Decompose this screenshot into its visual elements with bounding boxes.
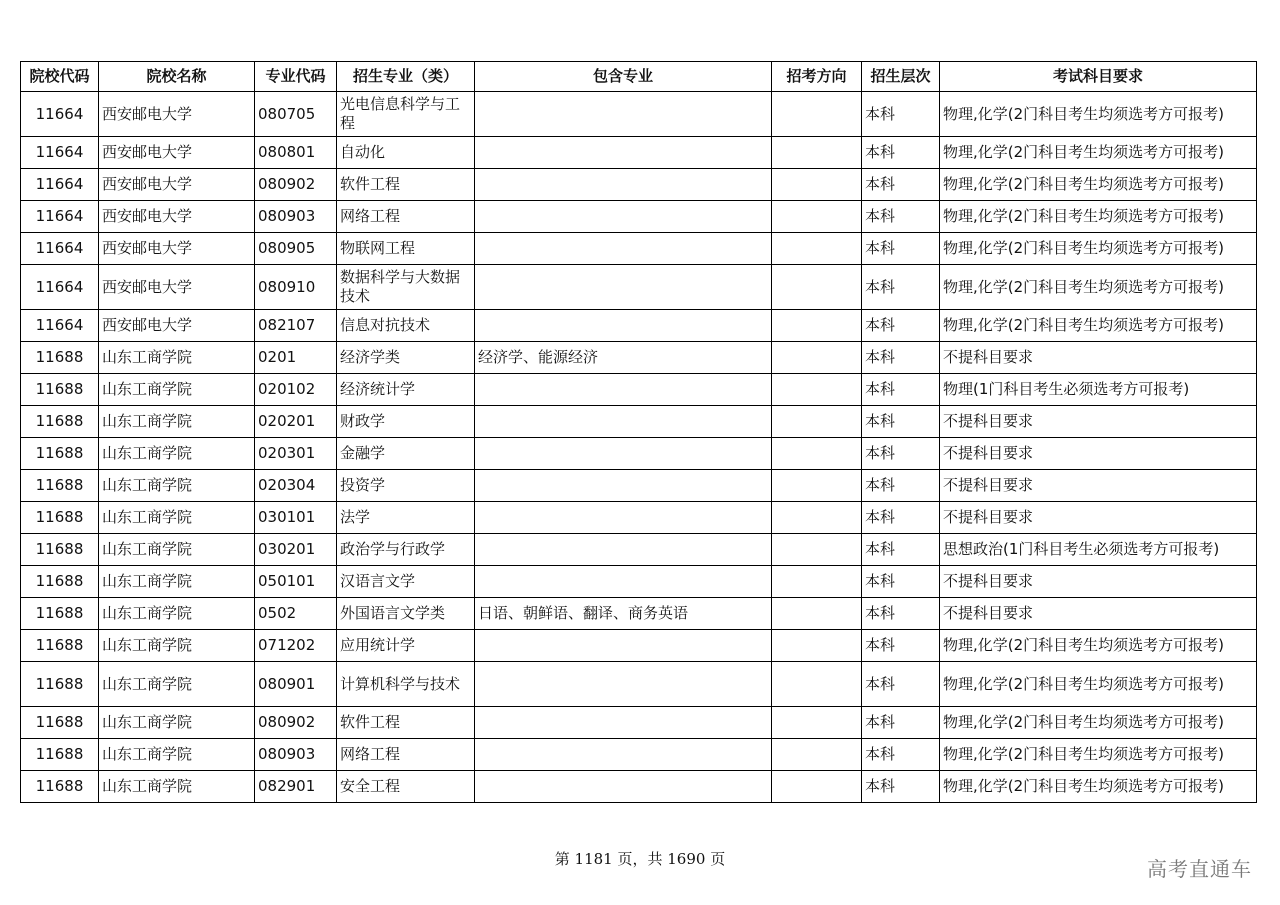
school-name-cell: 山东工商学院 — [99, 707, 255, 739]
school-code-cell: 11688 — [21, 374, 99, 406]
major-code-cell: 0502 — [255, 598, 337, 630]
subject-requirement-cell: 不提科目要求 — [940, 566, 1257, 598]
major-code-cell: 080902 — [255, 169, 337, 201]
major-cell: 软件工程 — [337, 169, 475, 201]
included-majors-cell — [475, 707, 772, 739]
major-cell: 法学 — [337, 502, 475, 534]
direction-cell — [772, 201, 862, 233]
major-cell: 应用统计学 — [337, 630, 475, 662]
major-cell: 信息对抗技术 — [337, 310, 475, 342]
school-name-cell: 西安邮电大学 — [99, 169, 255, 201]
subject-requirement-cell: 不提科目要求 — [940, 502, 1257, 534]
school-code-cell: 11688 — [21, 502, 99, 534]
table-row — [21, 342, 1257, 374]
school-name-cell: 山东工商学院 — [99, 598, 255, 630]
direction-cell — [772, 310, 862, 342]
subject-requirement-cell: 物理,化学(2门科目考生均须选考方可报考) — [940, 233, 1257, 265]
included-majors-cell — [475, 662, 772, 707]
school-name-cell: 山东工商学院 — [99, 534, 255, 566]
major-cell: 网络工程 — [337, 201, 475, 233]
included-majors-cell — [475, 502, 772, 534]
major-cell: 计算机科学与技术 — [337, 662, 475, 707]
school-code-cell: 11688 — [21, 771, 99, 803]
major-cell: 财政学 — [337, 406, 475, 438]
table-row — [21, 201, 1257, 233]
major-code-cell: 020304 — [255, 470, 337, 502]
major-code-cell: 080705 — [255, 92, 337, 137]
direction-cell — [772, 233, 862, 265]
subject-requirement-cell: 不提科目要求 — [940, 470, 1257, 502]
direction-cell — [772, 662, 862, 707]
subject-requirement-cell: 物理(1门科目考生必须选考方可报考) — [940, 374, 1257, 406]
major-code-cell: 030101 — [255, 502, 337, 534]
major-cell: 自动化 — [337, 137, 475, 169]
major-code-cell: 080905 — [255, 233, 337, 265]
school-code-cell: 11688 — [21, 438, 99, 470]
included-majors-cell — [475, 137, 772, 169]
school-code-cell: 11664 — [21, 137, 99, 169]
school-code-cell: 11664 — [21, 169, 99, 201]
direction-cell — [772, 707, 862, 739]
watermark-logo: 高考直通车 — [1147, 857, 1252, 881]
major-code-cell: 050101 — [255, 566, 337, 598]
direction-cell — [772, 342, 862, 374]
major-code-cell: 071202 — [255, 630, 337, 662]
level-cell: 本科 — [862, 739, 940, 771]
header-major: 招生专业（类） — [337, 62, 475, 92]
major-cell: 政治学与行政学 — [337, 534, 475, 566]
school-code-cell: 11688 — [21, 662, 99, 707]
header-subject-requirement: 考试科目要求 — [940, 62, 1257, 92]
direction-cell — [772, 137, 862, 169]
included-majors-cell — [475, 566, 772, 598]
subject-requirement-cell: 思想政治(1门科目考生必须选考方可报考) — [940, 534, 1257, 566]
major-cell: 网络工程 — [337, 739, 475, 771]
school-name-cell: 西安邮电大学 — [99, 310, 255, 342]
major-code-cell: 020102 — [255, 374, 337, 406]
school-code-cell: 11688 — [21, 566, 99, 598]
level-cell: 本科 — [862, 438, 940, 470]
major-cell: 物联网工程 — [337, 233, 475, 265]
major-code-cell: 080801 — [255, 137, 337, 169]
direction-cell — [772, 470, 862, 502]
school-name-cell: 山东工商学院 — [99, 470, 255, 502]
level-cell: 本科 — [862, 470, 940, 502]
school-name-cell: 山东工商学院 — [99, 374, 255, 406]
table-row — [21, 502, 1257, 534]
major-code-cell: 020301 — [255, 438, 337, 470]
included-majors-cell: 日语、朝鲜语、翻译、商务英语 — [475, 598, 772, 630]
subject-requirement-cell: 物理,化学(2门科目考生均须选考方可报考) — [940, 771, 1257, 803]
included-majors-cell — [475, 233, 772, 265]
level-cell: 本科 — [862, 310, 940, 342]
school-name-cell: 西安邮电大学 — [99, 137, 255, 169]
major-code-cell: 0201 — [255, 342, 337, 374]
table-body — [21, 92, 1257, 803]
school-code-cell: 11688 — [21, 534, 99, 566]
included-majors-cell — [475, 470, 772, 502]
subject-requirement-cell: 物理,化学(2门科目考生均须选考方可报考) — [940, 169, 1257, 201]
major-code-cell: 080902 — [255, 707, 337, 739]
school-name-cell: 山东工商学院 — [99, 566, 255, 598]
table-row — [21, 137, 1257, 169]
school-name-cell: 山东工商学院 — [99, 771, 255, 803]
school-name-cell: 山东工商学院 — [99, 662, 255, 707]
table-row — [21, 534, 1257, 566]
school-name-cell: 西安邮电大学 — [99, 92, 255, 137]
major-code-cell: 080903 — [255, 739, 337, 771]
table-row — [21, 374, 1257, 406]
direction-cell — [772, 502, 862, 534]
direction-cell — [772, 534, 862, 566]
included-majors-cell: 经济学、能源经济 — [475, 342, 772, 374]
table-row — [21, 598, 1257, 630]
table-row — [21, 92, 1257, 137]
table-row — [21, 662, 1257, 707]
subject-requirement-cell: 不提科目要求 — [940, 406, 1257, 438]
subject-requirement-cell: 物理,化学(2门科目考生均须选考方可报考) — [940, 707, 1257, 739]
level-cell: 本科 — [862, 502, 940, 534]
major-cell: 安全工程 — [337, 771, 475, 803]
table-row — [21, 707, 1257, 739]
level-cell: 本科 — [862, 534, 940, 566]
included-majors-cell — [475, 374, 772, 406]
direction-cell — [772, 771, 862, 803]
major-cell: 数据科学与大数据技术 — [337, 265, 475, 310]
level-cell: 本科 — [862, 342, 940, 374]
direction-cell — [772, 566, 862, 598]
school-code-cell: 11688 — [21, 630, 99, 662]
major-cell: 汉语言文学 — [337, 566, 475, 598]
school-code-cell: 11688 — [21, 739, 99, 771]
included-majors-cell — [475, 201, 772, 233]
school-name-cell: 西安邮电大学 — [99, 233, 255, 265]
direction-cell — [772, 169, 862, 201]
header-included-majors: 包含专业 — [475, 62, 772, 92]
included-majors-cell — [475, 169, 772, 201]
school-name-cell: 西安邮电大学 — [99, 265, 255, 310]
major-code-cell: 080910 — [255, 265, 337, 310]
table-row — [21, 771, 1257, 803]
included-majors-cell — [475, 771, 772, 803]
school-code-cell: 11688 — [21, 598, 99, 630]
school-code-cell: 11688 — [21, 707, 99, 739]
level-cell: 本科 — [862, 406, 940, 438]
major-cell: 经济统计学 — [337, 374, 475, 406]
level-cell: 本科 — [862, 92, 940, 137]
level-cell: 本科 — [862, 201, 940, 233]
direction-cell — [772, 265, 862, 310]
major-code-cell: 080901 — [255, 662, 337, 707]
level-cell: 本科 — [862, 169, 940, 201]
level-cell: 本科 — [862, 566, 940, 598]
direction-cell — [772, 630, 862, 662]
school-code-cell: 11664 — [21, 310, 99, 342]
school-code-cell: 11688 — [21, 342, 99, 374]
direction-cell — [772, 598, 862, 630]
school-name-cell: 山东工商学院 — [99, 630, 255, 662]
school-name-cell: 山东工商学院 — [99, 406, 255, 438]
major-cell: 金融学 — [337, 438, 475, 470]
major-code-cell: 030201 — [255, 534, 337, 566]
subject-requirement-cell: 物理,化学(2门科目考生均须选考方可报考) — [940, 92, 1257, 137]
level-cell: 本科 — [862, 662, 940, 707]
header-level: 招生层次 — [862, 62, 940, 92]
subject-requirement-cell: 物理,化学(2门科目考生均须选考方可报考) — [940, 137, 1257, 169]
table-row — [21, 233, 1257, 265]
included-majors-cell — [475, 406, 772, 438]
level-cell: 本科 — [862, 265, 940, 310]
table-row — [21, 470, 1257, 502]
school-name-cell: 山东工商学院 — [99, 502, 255, 534]
level-cell: 本科 — [862, 137, 940, 169]
included-majors-cell — [475, 739, 772, 771]
direction-cell — [772, 374, 862, 406]
school-code-cell: 11664 — [21, 265, 99, 310]
subject-requirement-cell: 物理,化学(2门科目考生均须选考方可报考) — [940, 630, 1257, 662]
table-row — [21, 566, 1257, 598]
admissions-table — [20, 61, 1257, 803]
subject-requirement-cell: 物理,化学(2门科目考生均须选考方可报考) — [940, 265, 1257, 310]
subject-requirement-cell: 不提科目要求 — [940, 342, 1257, 374]
table-row — [21, 630, 1257, 662]
subject-requirement-cell: 物理,化学(2门科目考生均须选考方可报考) — [940, 201, 1257, 233]
included-majors-cell — [475, 438, 772, 470]
table-row — [21, 265, 1257, 310]
school-code-cell: 11664 — [21, 233, 99, 265]
included-majors-cell — [475, 265, 772, 310]
major-code-cell: 020201 — [255, 406, 337, 438]
major-cell: 光电信息科学与工程 — [337, 92, 475, 137]
table-header-row — [21, 62, 1257, 92]
major-code-cell: 082107 — [255, 310, 337, 342]
header-major-code: 专业代码 — [255, 62, 337, 92]
school-name-cell: 山东工商学院 — [99, 739, 255, 771]
page-footer: 第 1181 页，共 1690 页 — [554, 850, 726, 868]
table-row — [21, 310, 1257, 342]
subject-requirement-cell: 不提科目要求 — [940, 438, 1257, 470]
school-name-cell: 西安邮电大学 — [99, 201, 255, 233]
major-code-cell: 082901 — [255, 771, 337, 803]
subject-requirement-cell: 物理,化学(2门科目考生均须选考方可报考) — [940, 310, 1257, 342]
major-cell: 投资学 — [337, 470, 475, 502]
table-row — [21, 406, 1257, 438]
level-cell: 本科 — [862, 374, 940, 406]
level-cell: 本科 — [862, 598, 940, 630]
major-cell: 经济学类 — [337, 342, 475, 374]
table-row — [21, 169, 1257, 201]
school-name-cell: 山东工商学院 — [99, 438, 255, 470]
school-code-cell: 11688 — [21, 470, 99, 502]
school-code-cell: 11664 — [21, 201, 99, 233]
included-majors-cell — [475, 92, 772, 137]
header-direction: 招考方向 — [772, 62, 862, 92]
level-cell: 本科 — [862, 233, 940, 265]
major-code-cell: 080903 — [255, 201, 337, 233]
level-cell: 本科 — [862, 707, 940, 739]
level-cell: 本科 — [862, 771, 940, 803]
school-code-cell: 11664 — [21, 92, 99, 137]
header-school-name: 院校名称 — [99, 62, 255, 92]
subject-requirement-cell: 物理,化学(2门科目考生均须选考方可报考) — [940, 662, 1257, 707]
major-cell: 外国语言文学类 — [337, 598, 475, 630]
included-majors-cell — [475, 310, 772, 342]
included-majors-cell — [475, 534, 772, 566]
direction-cell — [772, 438, 862, 470]
direction-cell — [772, 92, 862, 137]
direction-cell — [772, 739, 862, 771]
major-cell: 软件工程 — [337, 707, 475, 739]
header-school-code: 院校代码 — [21, 62, 99, 92]
school-code-cell: 11688 — [21, 406, 99, 438]
included-majors-cell — [475, 630, 772, 662]
table-row — [21, 438, 1257, 470]
subject-requirement-cell: 不提科目要求 — [940, 598, 1257, 630]
level-cell: 本科 — [862, 630, 940, 662]
subject-requirement-cell: 物理,化学(2门科目考生均须选考方可报考) — [940, 739, 1257, 771]
table-row — [21, 739, 1257, 771]
school-name-cell: 山东工商学院 — [99, 342, 255, 374]
direction-cell — [772, 406, 862, 438]
